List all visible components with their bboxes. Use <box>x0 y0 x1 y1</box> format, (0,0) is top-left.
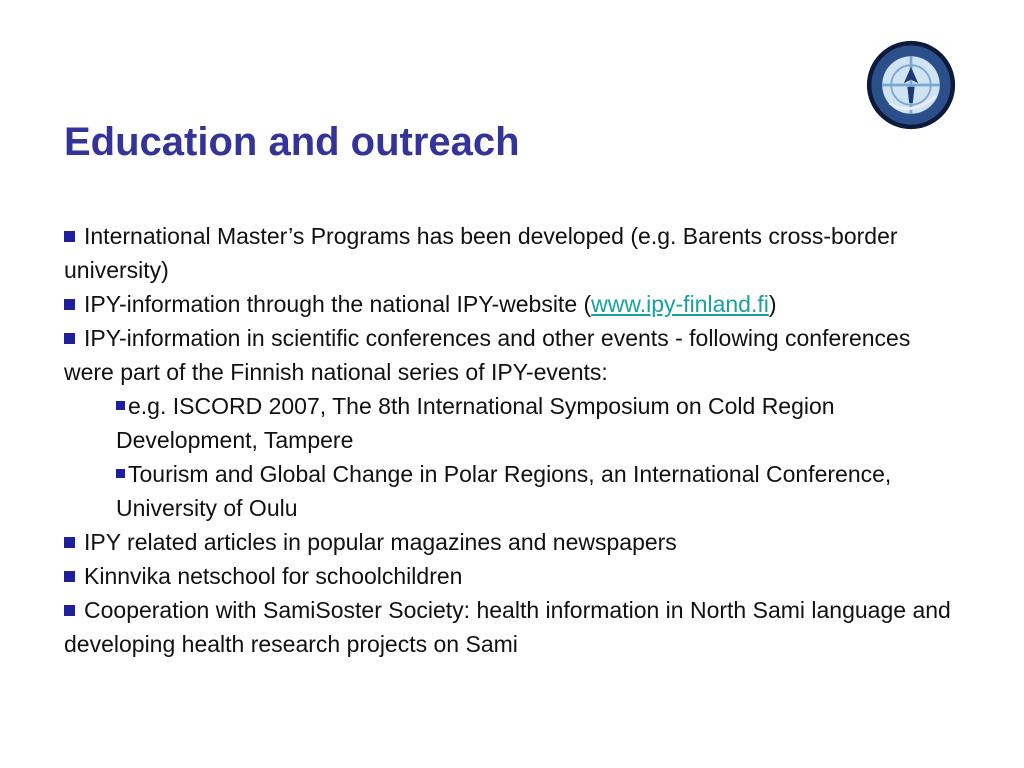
bullet-text: Kinnvika netschool for schoolchildren <box>84 563 463 589</box>
slide-title: Education and outreach <box>64 120 520 164</box>
list-item <box>64 219 964 287</box>
square-bullet-icon <box>116 469 125 478</box>
bullet-list <box>64 219 964 661</box>
square-bullet-icon <box>64 333 75 344</box>
square-bullet-icon <box>64 537 75 548</box>
square-bullet-icon <box>64 605 75 616</box>
square-bullet-icon <box>64 571 75 582</box>
list-item <box>64 525 964 559</box>
bullet-text: IPY-information in scientific conferences and other events - following conferences were part of the Finnish national series of IPY-events: <box>64 325 911 385</box>
square-bullet-icon <box>64 299 75 310</box>
bullet-text: e.g. ISCORD 2007, The 8th International Symposium on Cold Region Development, Tampere <box>116 393 835 453</box>
bullet-text-after: ) <box>768 291 777 317</box>
square-bullet-icon <box>64 231 75 242</box>
bullet-text: Cooperation with SamiSoster Society: health information in North Sami language and developing health research projects on Sami <box>64 597 951 657</box>
list-item <box>64 287 964 321</box>
bullet-text: IPY related articles in popular magazines and newspapers <box>84 529 677 555</box>
bullet-text: International Master’s Programs has been developed (e.g. Barents cross-border university) <box>64 223 898 283</box>
ipy-logo-icon <box>866 40 956 130</box>
sub-list-item <box>64 457 964 525</box>
list-item <box>64 321 964 389</box>
square-bullet-icon <box>116 401 125 410</box>
list-item <box>64 559 964 593</box>
sub-list-item <box>64 389 964 457</box>
list-item <box>64 593 964 661</box>
bullet-text-before: IPY-information through the national IPY-website ( <box>84 291 592 317</box>
bullet-text: Tourism and Global Change in Polar Regions, an International Conference, University of Oulu <box>116 461 892 521</box>
ipy-website-link[interactable]: www.ipy-finland.fi <box>591 291 769 317</box>
